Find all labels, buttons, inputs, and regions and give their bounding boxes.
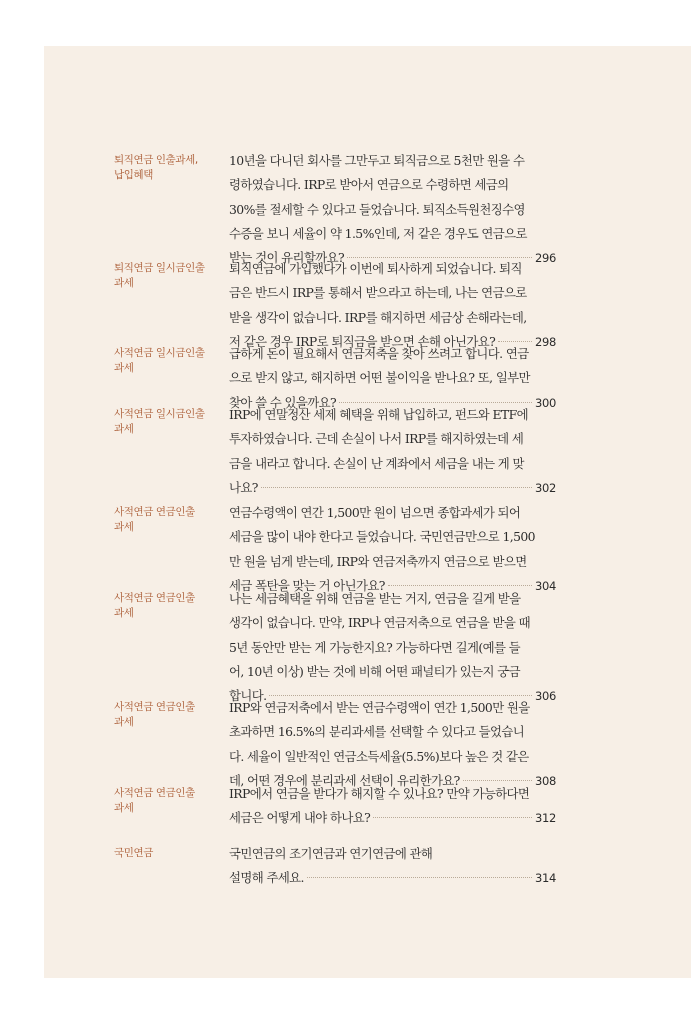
toc-category-line: 과세 bbox=[114, 362, 134, 374]
dot-leader bbox=[373, 816, 532, 818]
toc-question-line: 나는 세금혜택을 위해 연금을 받는 거지, 연금을 길게 받을 bbox=[229, 591, 521, 606]
toc-question bbox=[229, 257, 556, 354]
toc-question-line: 급하게 돈이 필요해서 연금저축을 찾아 쓰려고 합니다. 연금 bbox=[229, 346, 529, 361]
page-number: 308 bbox=[534, 773, 556, 788]
toc-category-line: 퇴직연금 인출과세, bbox=[114, 154, 198, 166]
page-number: 314 bbox=[534, 871, 556, 886]
toc-question bbox=[229, 782, 556, 831]
toc-category bbox=[114, 346, 222, 376]
page-number: 304 bbox=[534, 578, 556, 593]
toc-question-line: 생각이 없습니다. 만약, IRP나 연금저축으로 연금을 받을 때 bbox=[229, 615, 530, 631]
toc-question-line: 퇴직연금에 가입했다가 이번에 퇴사하게 되었습니다. 퇴직 bbox=[229, 261, 522, 276]
toc-question-line: 투자하였습니다. 근데 손실이 나서 IRP를 해지하였는데 세 bbox=[229, 431, 524, 447]
toc-category-line: 국민연금 bbox=[114, 847, 153, 859]
toc-question-line: 받을 생각이 없습니다. IRP를 해지하면 세금상 손해라는데, bbox=[229, 309, 527, 325]
toc-question-line: IRP에서 연금을 받다가 해지할 수 있나요? 만약 가능하다면 bbox=[229, 786, 530, 801]
page-number: 296 bbox=[534, 251, 556, 266]
toc-question-line: 저 같은 경우 IRP로 퇴직금을 받으면 손해 아닌가요? bbox=[229, 333, 496, 349]
toc-category-line: 납입혜택 bbox=[114, 169, 153, 181]
toc-category-line: 사적연금 일시금인출 bbox=[114, 408, 205, 420]
toc-question-line: 금은 반드시 IRP를 통해서 받으라고 하는데, 나는 연금으로 bbox=[229, 285, 527, 301]
toc-category bbox=[114, 407, 222, 437]
dot-leader bbox=[463, 779, 532, 781]
page-number: 302 bbox=[534, 480, 556, 495]
dot-leader bbox=[261, 486, 532, 488]
toc-category-line: 사적연금 연금인출 bbox=[114, 506, 195, 518]
toc-category bbox=[114, 505, 222, 535]
toc-category bbox=[114, 591, 222, 621]
toc-question-line: IRP에 연말정산 세제 혜택을 위해 납입하고, 펀드와 ETF에 bbox=[229, 407, 528, 422]
toc-question-last-line bbox=[229, 866, 556, 890]
toc-question-line: 으로 받지 않고, 해지하면 어떤 불이익을 받나요? 또, 일부만 bbox=[229, 370, 530, 386]
toc-category-line: 사적연금 일시금인출 bbox=[114, 347, 205, 359]
toc-question-line: 세금은 어떻게 내야 하나요? bbox=[229, 810, 371, 826]
toc-question-line: 나요? bbox=[229, 479, 258, 495]
toc-question-line: 령하였습니다. IRP로 받아서 연금으로 수령하면 세금의 bbox=[229, 177, 509, 193]
toc-question-line: 수증을 보니 세율이 약 1.5%인데, 저 같은 경우도 연금으로 bbox=[229, 225, 527, 241]
toc-category bbox=[114, 846, 222, 861]
dot-leader bbox=[388, 584, 532, 586]
toc-question-line: 5년 동안만 받는 게 가능한지요? 가능하다면 길게(예를 들 bbox=[229, 639, 521, 655]
toc-question-line: 다. 세율이 일반적인 연금소득세율(5.5%)보다 높은 것 같은 bbox=[229, 748, 529, 764]
toc-question-line: 만 원을 넘게 받는데, IRP와 연금저축까지 연금으로 받으면 bbox=[229, 553, 527, 569]
toc-question-line: 금을 내라고 합니다. 손실이 난 계좌에서 세금을 내는 게 맞 bbox=[229, 455, 524, 471]
toc-question-last-line bbox=[229, 476, 556, 500]
toc-question-last-line bbox=[229, 806, 556, 830]
toc-category-line: 과세 bbox=[114, 607, 134, 619]
page-number: 312 bbox=[534, 811, 556, 826]
toc-question-line: 어, 10년 이상) 받는 것에 비해 어떤 패널티가 있는지 궁금 bbox=[229, 663, 520, 679]
toc-category-line: 퇴직연금 일시금인출 bbox=[114, 262, 205, 274]
toc-question-line: 10년을 다니던 회사를 그만두고 퇴직금으로 5천만 원을 수 bbox=[229, 153, 525, 168]
toc-category bbox=[114, 153, 222, 183]
toc-question-line: 30%를 절세할 수 있다고 들었습니다. 퇴직소득원천징수영 bbox=[229, 201, 525, 217]
toc-question-line: 세금을 많이 내야 한다고 들었습니다. 국민연금만으로 1,500 bbox=[229, 529, 535, 545]
page-background bbox=[44, 46, 691, 978]
page-number: 300 bbox=[534, 395, 556, 410]
toc-category-line: 과세 bbox=[114, 521, 134, 533]
toc-question-line: 받는 것이 유리할까요? bbox=[229, 250, 345, 266]
toc-question-line: 설명해 주세요. bbox=[229, 870, 304, 886]
toc-category-line: 과세 bbox=[114, 716, 134, 728]
toc-category-line: 사적연금 연금인출 bbox=[114, 592, 195, 604]
toc-question-line: IRP와 연금저축에서 받는 연금수령액이 연간 1,500만 원을 bbox=[229, 700, 530, 715]
toc-question bbox=[229, 696, 556, 793]
toc-category-line: 과세 bbox=[114, 802, 134, 814]
toc-question-line: 연금수령액이 연간 1,500만 원이 넘으면 종합과세가 되어 bbox=[229, 505, 521, 520]
toc-question bbox=[229, 403, 556, 500]
toc-question-line: 찾아 쓸 수 있을까요? bbox=[229, 394, 337, 410]
toc-category-line: 사적연금 연금인출 bbox=[114, 787, 195, 799]
toc-question bbox=[229, 149, 556, 270]
toc-category-line: 과세 bbox=[114, 423, 134, 435]
toc-category-line: 사적연금 연금인출 bbox=[114, 701, 195, 713]
toc-category bbox=[114, 786, 222, 816]
toc-question bbox=[229, 501, 556, 598]
page-number: 306 bbox=[534, 689, 556, 704]
toc-category-line: 과세 bbox=[114, 277, 134, 289]
toc-question-line: 데, 어떤 경우에 분리과세 선택이 유리한가요? bbox=[229, 772, 460, 788]
toc-category bbox=[114, 261, 222, 291]
dot-leader bbox=[307, 876, 532, 878]
toc-question bbox=[229, 587, 556, 708]
toc-category bbox=[114, 700, 222, 730]
toc-question-line: 초과하면 16.5%의 분리과세를 선택할 수 있다고 들었습니 bbox=[229, 724, 525, 740]
toc-question-line: 세금 폭탄을 맞는 거 아닌가요? bbox=[229, 577, 385, 593]
page-number: 298 bbox=[534, 334, 556, 349]
toc-question-line: 국민연금의 조기연금과 연기연금에 관해 bbox=[229, 846, 433, 861]
toc-question bbox=[229, 842, 556, 891]
toc-question-line: 합니다. bbox=[229, 688, 267, 704]
